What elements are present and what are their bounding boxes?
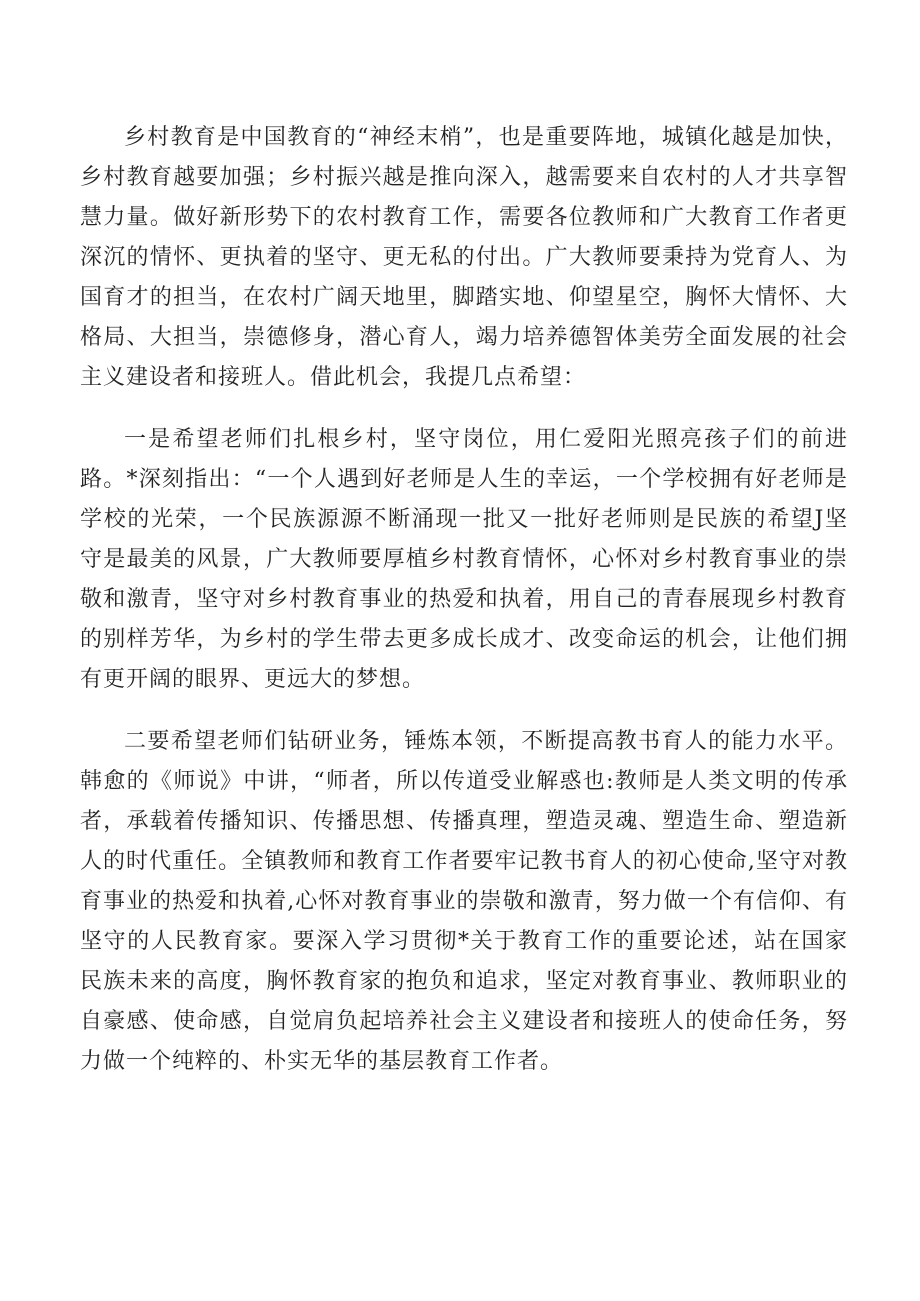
paragraph-hope-one: 一是希望老师们扎根乡村，坚守岗位，用仁爱阳光照亮孩子们的前进路。*深刻指出：“一个人遇到好老师是人生的幸运，一个学校拥有好老师是学校的光荣，一个民族源源不断涌现一批又一批好老师则是民族的希望J坚守是最美的风景，广大教师要厚植乡村教育情怀，心怀对乡村教育事业的崇敬和激青，坚守对乡村教育事业的热爱和执着，用自己的青春展现乡村教育的别样芳华，为乡村的学生带去更多成长成才、改变命运的机会，让他们拥有更开阔的眼界、更远大的梦想。	[80, 427, 848, 692]
paragraph-hope-two: 二要希望老师们钻研业务，锤炼本领，不断提高教书育人的能力水平。韩愈的《师说》中讲，“师者，所以传道受业解惑也:教师是人类文明的传承者，承载着传播知识、传播思想、传播真理，塑造灵魂、塑造生命、塑造新人的时代重任。全镇教师和教育工作者要牢记教书育人的初心使命,坚守对教育事业的热爱和执着,心怀对教育事业的崇敬和激青，努力做一个有信仰、有坚守的人民教育家。要深入学习贯彻*关于教育工作的重要论述，站在国家民族未来的高度，胸怀教育家的抱负和追求，坚定对教育事业、教师职业的自豪感、使命感，自觉肩负起培养社会主义建设者和接班人的使命任务，努力做一个纯粹的、朴实无华的基层教育工作者。	[80, 729, 848, 1074]
document-body	[80, 118, 848, 1104]
paragraph-intro: 乡村教育是中国教育的“神经末梢”，也是重要阵地，城镇化越是加快，乡村教育越要加强；乡村振兴越是推向深入，越需要来自农村的人才共享智慧力量。做好新形势下的农村教育工作，需要各位教师和广大教育工作者更深沉的情怀、更执着的坚守、更无私的付出。广大教师要秉持为党育人、为国育才的担当，在农村广阔天地里，脚踏实地、仰望星空，胸怀大情怀、大格局、大担当，崇德修身，潜心育人，竭力培养德智体美劳全面发展的社会主义建设者和接班人。借此机会，我提几点希望：	[80, 125, 848, 390]
